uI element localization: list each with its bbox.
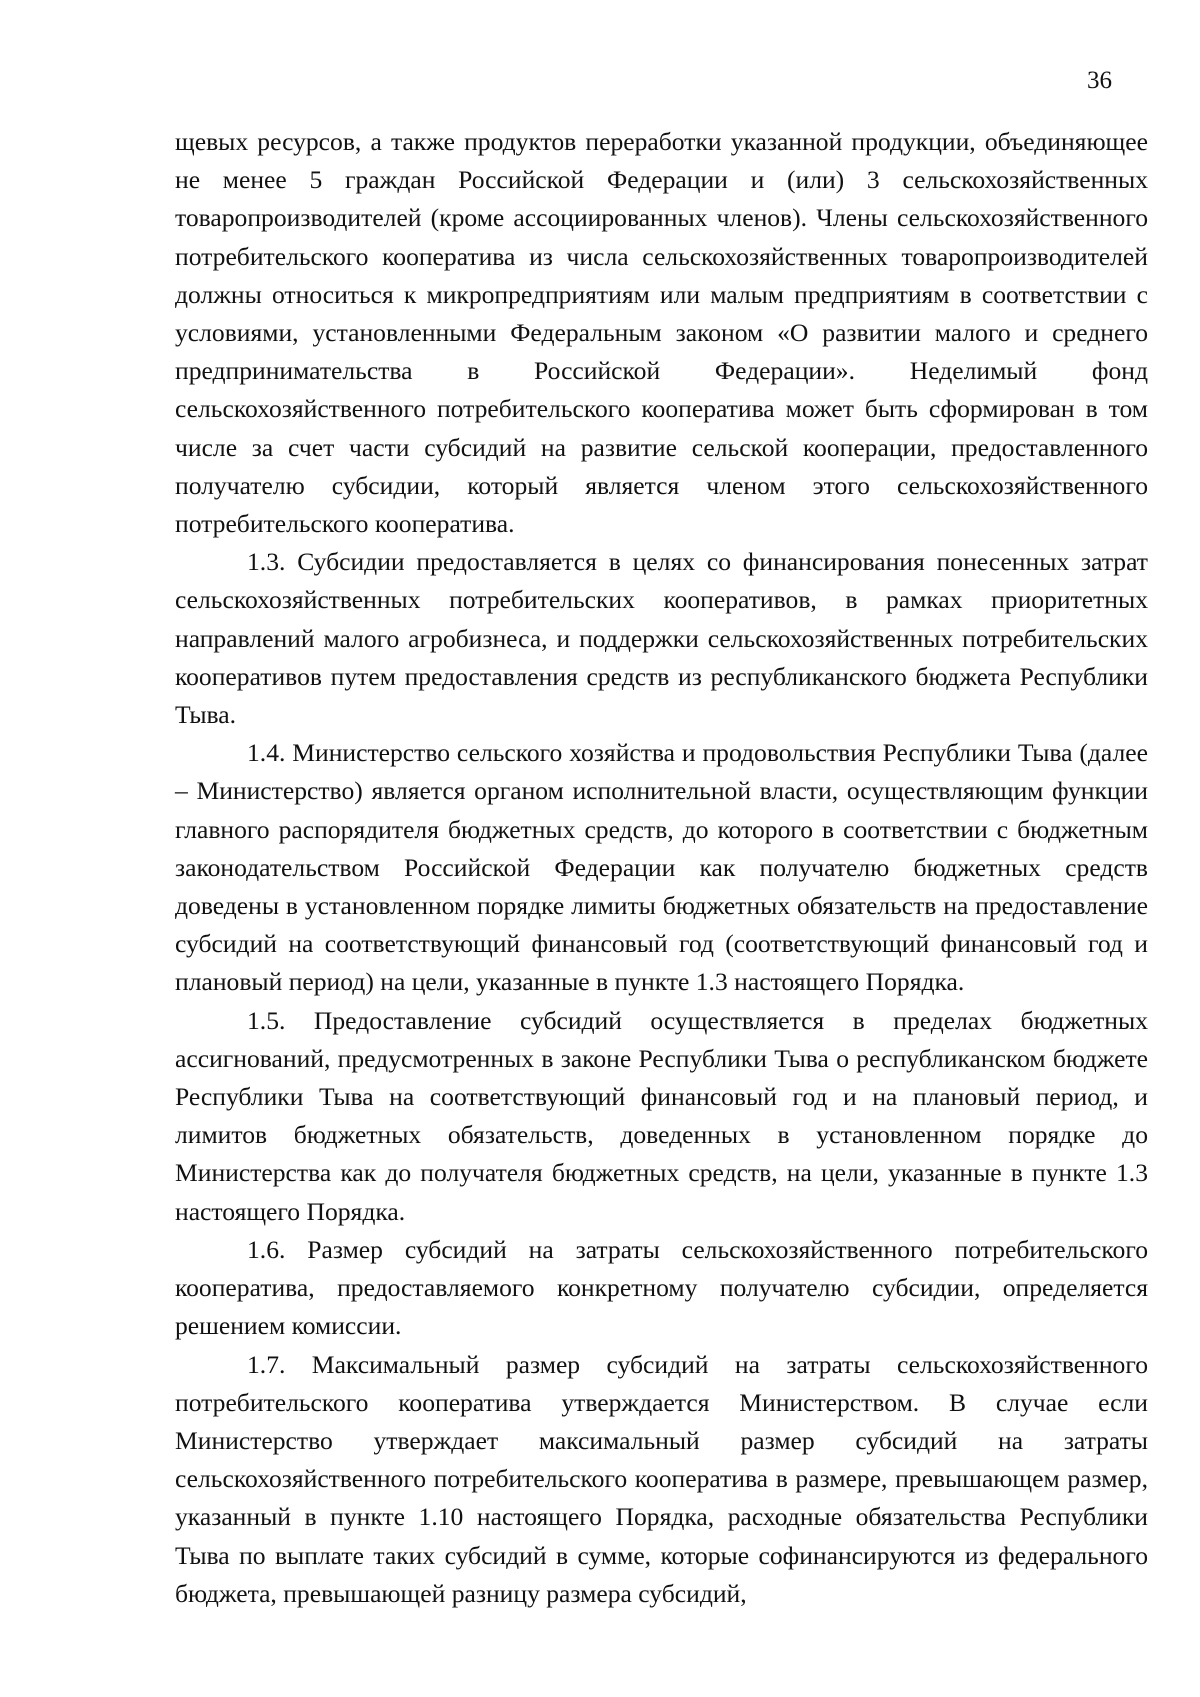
paragraph-1-6: 1.6. Размер субсидий на затраты сельскохозяйственного потребительского кооператива, предоставляемого конкретному получателю субсидии, определяется решением комиссии. bbox=[175, 1234, 1148, 1341]
paragraph-1-7: 1.7. Максимальный размер субсидий на затраты сельскохозяйственного потребительского кооператива утверждается Министерством. В случае если Министерство утверждает максимальный размер субсидий на затраты сельскохозяйственного потребительского кооператива в размере, превышающем размер, указанный в пункте 1.10 настоящего Порядка, расходные обязательства Республики Тыва по выплате таких субсидий в сумме, которые софинансируются из федерального бюджета, превышающей разницу размера субсидий, bbox=[175, 1349, 1148, 1608]
paragraph-1-3: 1.3. Субсидии предоставляется в целях со финансирования понесенных затрат сельскохозяйственных потребительских кооперативов, в рамках приоритетных направлений малого агробизнеса, и поддержки сельскохозяйственных потребительских кооперативов путем предоставления средств из республиканского бюджета Республики Тыва. bbox=[175, 547, 1148, 730]
paragraph-continuation: щевых ресурсов, а также продуктов переработки указанной продукции, объединяющее не менее 5 граждан Российской Федерации и (или) 3 сельскохозяйственных товаропроизводителей (кроме ассоциированных членов). Члены сельскохозяйственного потребительского кооператива из числа сельскохозяйственных товаропроизводителей должны относиться к микропредприятиям или малым предприятиям в соответствии с условиями, установленными Федеральным законом «О развитии малого и среднего предпринимательства в Российской Федерации». Неделимый фонд сельскохозяйственного потребительского кооператива может быть сформирован в том числе за счет части субсидий на развитие сельской кооперации, предоставленного получателю субсидии, который является членом этого сельскохозяйственного потребительского кооператива. bbox=[175, 127, 1148, 539]
document-body bbox=[175, 123, 1148, 1613]
page-number: 36 bbox=[1087, 67, 1112, 94]
paragraph-1-4: 1.4. Министерство сельского хозяйства и продовольствия Республики Тыва (далее – Министерство) является органом исполнительной власти, осуществляющим функции главного распорядителя бюджетных средств, до которого в соответствии с бюджетным законодательством Российской Федерации как получателю бюджетных средств доведены в установленном порядке лимиты бюджетных обязательств на предоставление субсидий на соответствующий финансовый год (соответствующий финансовый год и плановый период) на цели, указанные в пункте 1.3 настоящего Порядка. bbox=[175, 738, 1148, 997]
paragraph-1-5: 1.5. Предоставление субсидий осуществляется в пределах бюджетных ассигнований, предусмотренных в законе Республики Тыва о республиканском бюджете Республики Тыва на соответствующий финансовый год и на плановый период, и лимитов бюджетных обязательств, доведенных в установленном порядке до Министерства как до получателя бюджетных средств, на цели, указанные в пункте 1.3 настоящего Порядка. bbox=[175, 1005, 1148, 1226]
